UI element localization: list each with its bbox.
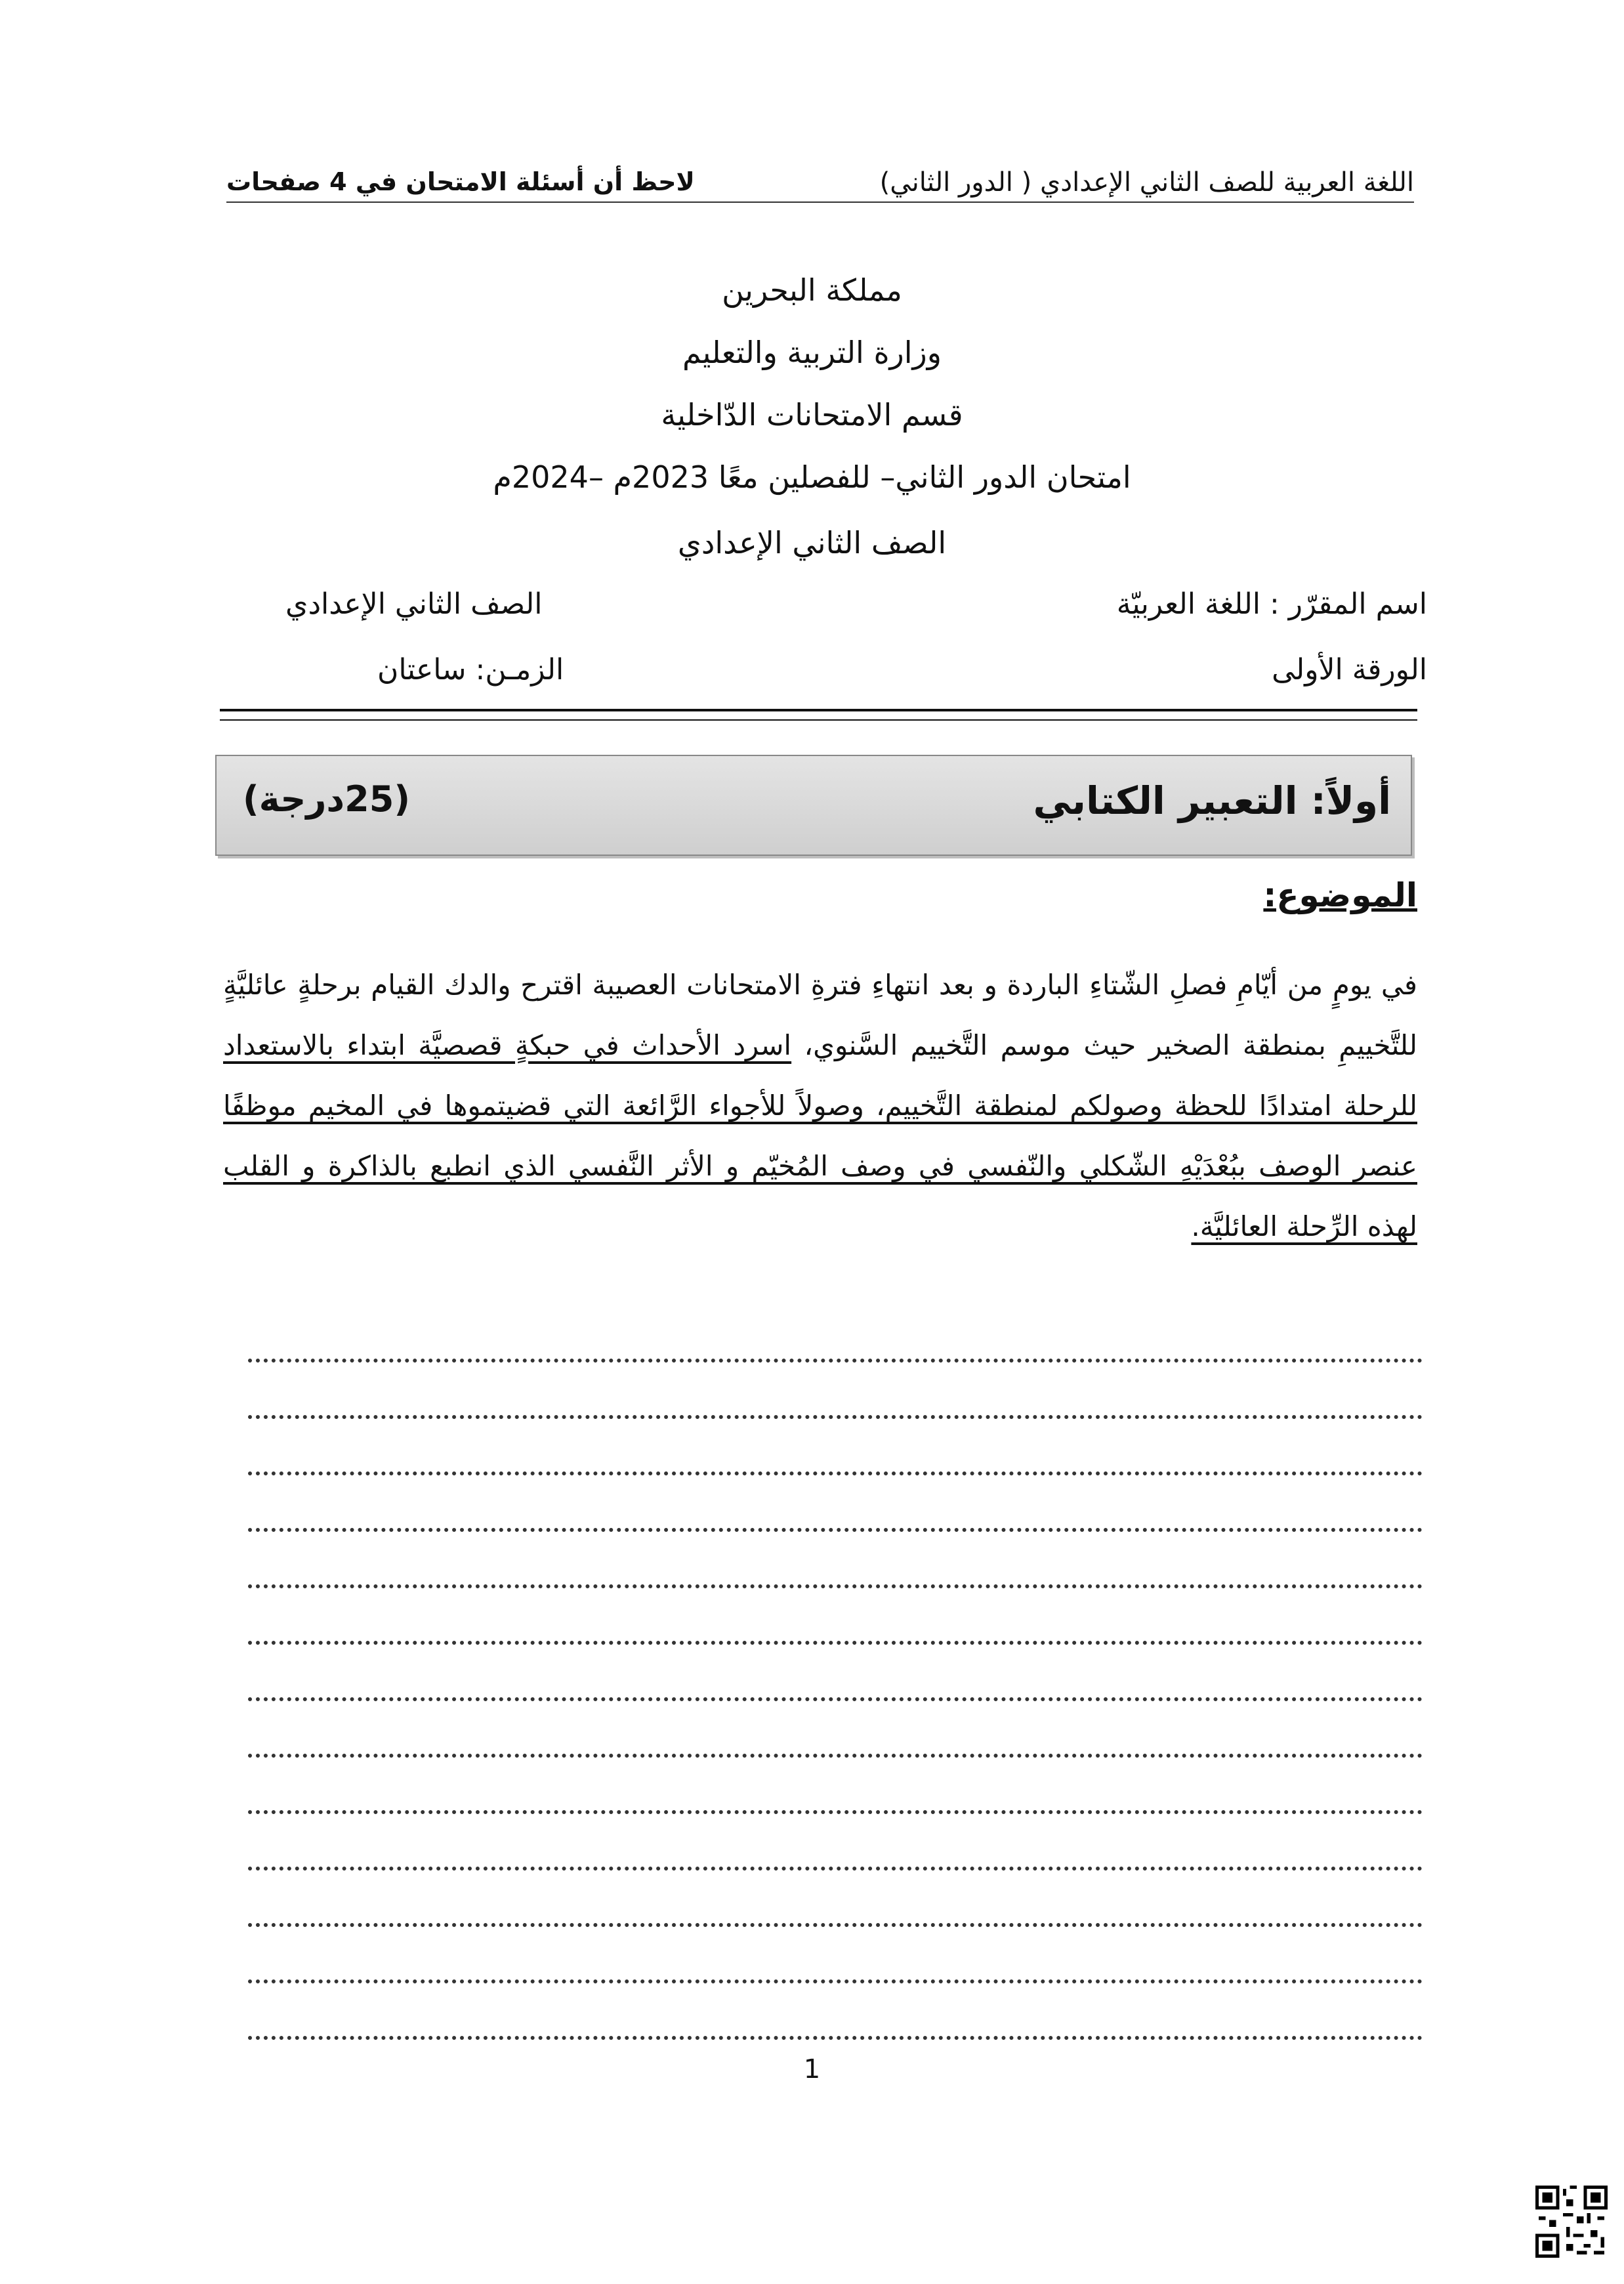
answer-line[interactable] (248, 1419, 1423, 1475)
answer-line[interactable] (248, 1588, 1423, 1645)
answer-line[interactable] (248, 1983, 1423, 2040)
grade-title: الصف الثاني الإعدادي (677, 525, 947, 560)
answer-line[interactable] (248, 1645, 1423, 1701)
section-header-box (215, 755, 1412, 856)
info-divider (220, 709, 1417, 721)
page-number: 1 (803, 2054, 821, 2084)
paper-label: الورقة الأولى (1272, 653, 1427, 687)
time-label: الزمـن: ساعتان (377, 653, 564, 687)
course-name: اسم المقرّر : اللغة العربيّة (1116, 587, 1427, 621)
answer-line[interactable] (248, 1814, 1423, 1871)
ministry-title: وزارة التربية والتعليم (682, 335, 942, 370)
kingdom-title: مملكة البحرين (722, 272, 902, 308)
answer-line[interactable] (248, 1306, 1423, 1363)
exam-title: امتحان الدور الثاني– للفصلين معًا 2023م –2024م (493, 459, 1131, 495)
answer-line[interactable] (248, 1871, 1423, 1927)
answer-line[interactable] (248, 1758, 1423, 1814)
header-rule (226, 201, 1414, 203)
answer-line[interactable] (248, 1475, 1423, 1532)
section-title: أولاً: التعبير الكتابي (1033, 778, 1391, 823)
department-title: قسم الامتحانات الدّاخلية (661, 397, 963, 433)
prompt-task: اسرد الأحداث في حبكةٍ قصصيَّة ابتداء بالاستعداد للرحلة امتدادًا للحظة وصولكم لمنطقة التَّخييم، وصولاً للأجواء الرَّائعة التي قضيتموها في المخيم موظفًا عنصر الوصف ببُعْدَيْهِ الشّكلي والنّفسي في وصف المُخيّم و الأثر النَّفسي الذي انطبع بالذاكرة و القلب لهذه الرِّحلة العائليَّة. (223, 1029, 1417, 1242)
header-pages-note: لاحظ أن أسئلة الامتحان في 4 صفحات (226, 167, 695, 196)
qr-code-icon (1535, 2186, 1608, 2258)
section-marks: (25درجة) (243, 778, 410, 820)
answer-lines[interactable] (248, 1306, 1423, 2040)
topic-label: الموضوع: (1263, 876, 1417, 914)
grade-label: الصف الثاني الإعدادي (285, 587, 543, 621)
answer-line[interactable] (248, 1363, 1423, 1419)
answer-line[interactable] (248, 1701, 1423, 1758)
prompt-intro: في يومٍ من أيّامِ فصلِ الشّتاءِ الباردة و بعد انتهاءِ فترةِ الامتحانات العصيبة اقترح والدك القيام برحلةٍ عائليَّةٍ للتَّخييمِ بمنطقة الصخير حيث موسم التَّخييم السَّنوي، (223, 969, 1417, 1061)
answer-line[interactable] (248, 1927, 1423, 1983)
header-subject: اللغة العربية للصف الثاني الإعدادي ( الدور الثاني) (879, 167, 1414, 198)
running-header (226, 167, 1414, 213)
answer-line[interactable] (248, 1532, 1423, 1588)
writing-prompt (223, 955, 1417, 1257)
